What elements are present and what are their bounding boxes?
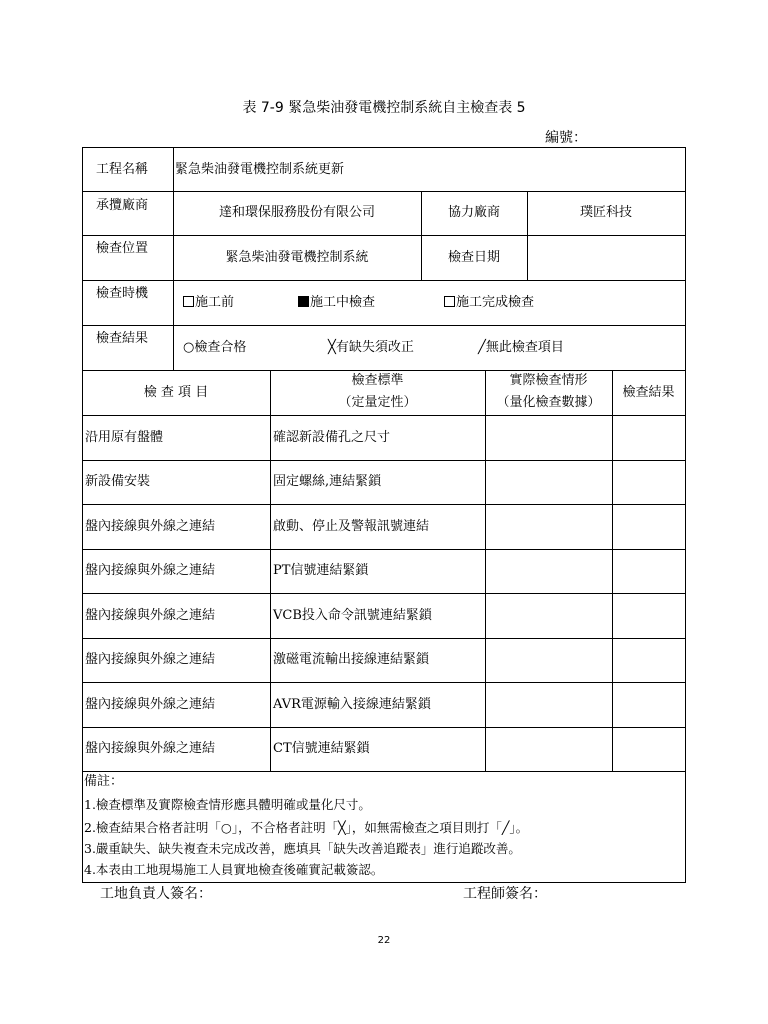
table-row-item: 盤內接線與外線之連結	[85, 652, 216, 667]
table-row-item: 盤內接線與外線之連結	[85, 741, 216, 756]
timing-option-before[interactable]: 施工前	[183, 295, 234, 311]
note-line-4: 4.本表由工地現場施工人員實地檢查後確實記載簽認。	[84, 862, 384, 877]
timing-label: 檢查時機	[96, 286, 149, 301]
date-label: 檢查日期	[447, 250, 500, 265]
project-name-value: 緊急柴油發電機控制系統更新	[175, 162, 345, 177]
timing-option-during[interactable]: 施工中檢查	[298, 295, 375, 311]
table-row-standard: CT信號連結緊鎖	[273, 741, 370, 756]
result-label: 檢查結果	[96, 331, 149, 346]
table-row-item: 新設備安裝	[85, 474, 151, 489]
site-supervisor-signature-label: 工地負責人簽名：	[100, 886, 212, 902]
engineer-signature-label: 工程師簽名：	[463, 886, 547, 902]
checkbox-icon[interactable]	[444, 296, 455, 307]
inspection-form	[82, 147, 686, 883]
note-line-1: 1.檢查標準及實際檢查情形應具體明確或量化尺寸。	[84, 797, 371, 812]
border-left	[82, 147, 83, 883]
checkbox-checked-icon[interactable]	[298, 296, 309, 307]
contractor-value: 達和環保服務股份有限公司	[218, 205, 375, 220]
table-row-standard: 確認新設備孔之尺寸	[273, 430, 391, 445]
table-row-standard: 激磁電流輸出接線連結緊鎖	[273, 652, 430, 667]
column-header-standard-sub: （定量定性）	[338, 395, 417, 410]
table-row-item: 盤內接線與外線之連結	[85, 697, 216, 712]
document-title: 表 7-9 緊急柴油發電機控制系統自主檢查表 5	[242, 100, 526, 116]
partner-value: 璞匠科技	[579, 205, 632, 220]
location-value: 緊急柴油發電機控制系統	[225, 250, 369, 265]
result-option-na: ╱無此檢查項目	[478, 340, 564, 355]
border-right	[685, 147, 686, 883]
contractor-label: 承攬廠商	[96, 198, 149, 213]
result-option-pass: ○檢查合格	[183, 340, 247, 355]
table-row-standard: 固定螺絲,連結緊鎖	[273, 474, 382, 489]
column-header-item: 檢 查 項 目	[143, 385, 209, 400]
partner-label: 協力廠商	[447, 205, 500, 220]
table-row-standard: PT信號連結緊鎖	[273, 563, 369, 578]
table-row-item: 沿用原有盤體	[85, 430, 164, 445]
note-line-2: 2.檢查結果合格者註明「○」，不合格者註明「╳」，如無需檢查之項目則打「╱」。	[84, 820, 529, 835]
result-option-defect: ╳有缺失須改正	[328, 340, 414, 355]
column-header-actual-sub: （量化檢查數據）	[496, 395, 601, 410]
checkbox-icon[interactable]	[183, 296, 194, 307]
page-number: 22	[377, 935, 391, 946]
table-row-item: 盤內接線與外線之連結	[85, 608, 216, 623]
project-name-label: 工程名稱	[96, 162, 149, 177]
timing-option-complete[interactable]: 施工完成檢查	[444, 295, 534, 311]
note-line-3: 3.嚴重缺失、缺失複查未完成改善，應填具「缺失改善追蹤表」進行追蹤改善。	[84, 841, 521, 856]
table-row-item: 盤內接線與外線之連結	[85, 563, 216, 578]
table-row-item: 盤內接線與外線之連結	[85, 519, 216, 534]
notes-heading: 備註：	[84, 774, 124, 789]
column-header-result: 檢查結果	[622, 385, 675, 400]
serial-number-label: 編號：	[545, 130, 587, 146]
column-header-actual: 實際檢查情形	[509, 373, 588, 388]
table-row-standard: VCB投入命令訊號連結緊鎖	[273, 608, 432, 623]
table-row-standard: AVR電源輸入接線連結緊鎖	[273, 697, 431, 712]
location-label: 檢查位置	[96, 241, 149, 256]
table-row-standard: 啟動、停止及警報訊號連結	[273, 519, 430, 534]
column-header-standard: 檢查標準	[351, 373, 404, 388]
